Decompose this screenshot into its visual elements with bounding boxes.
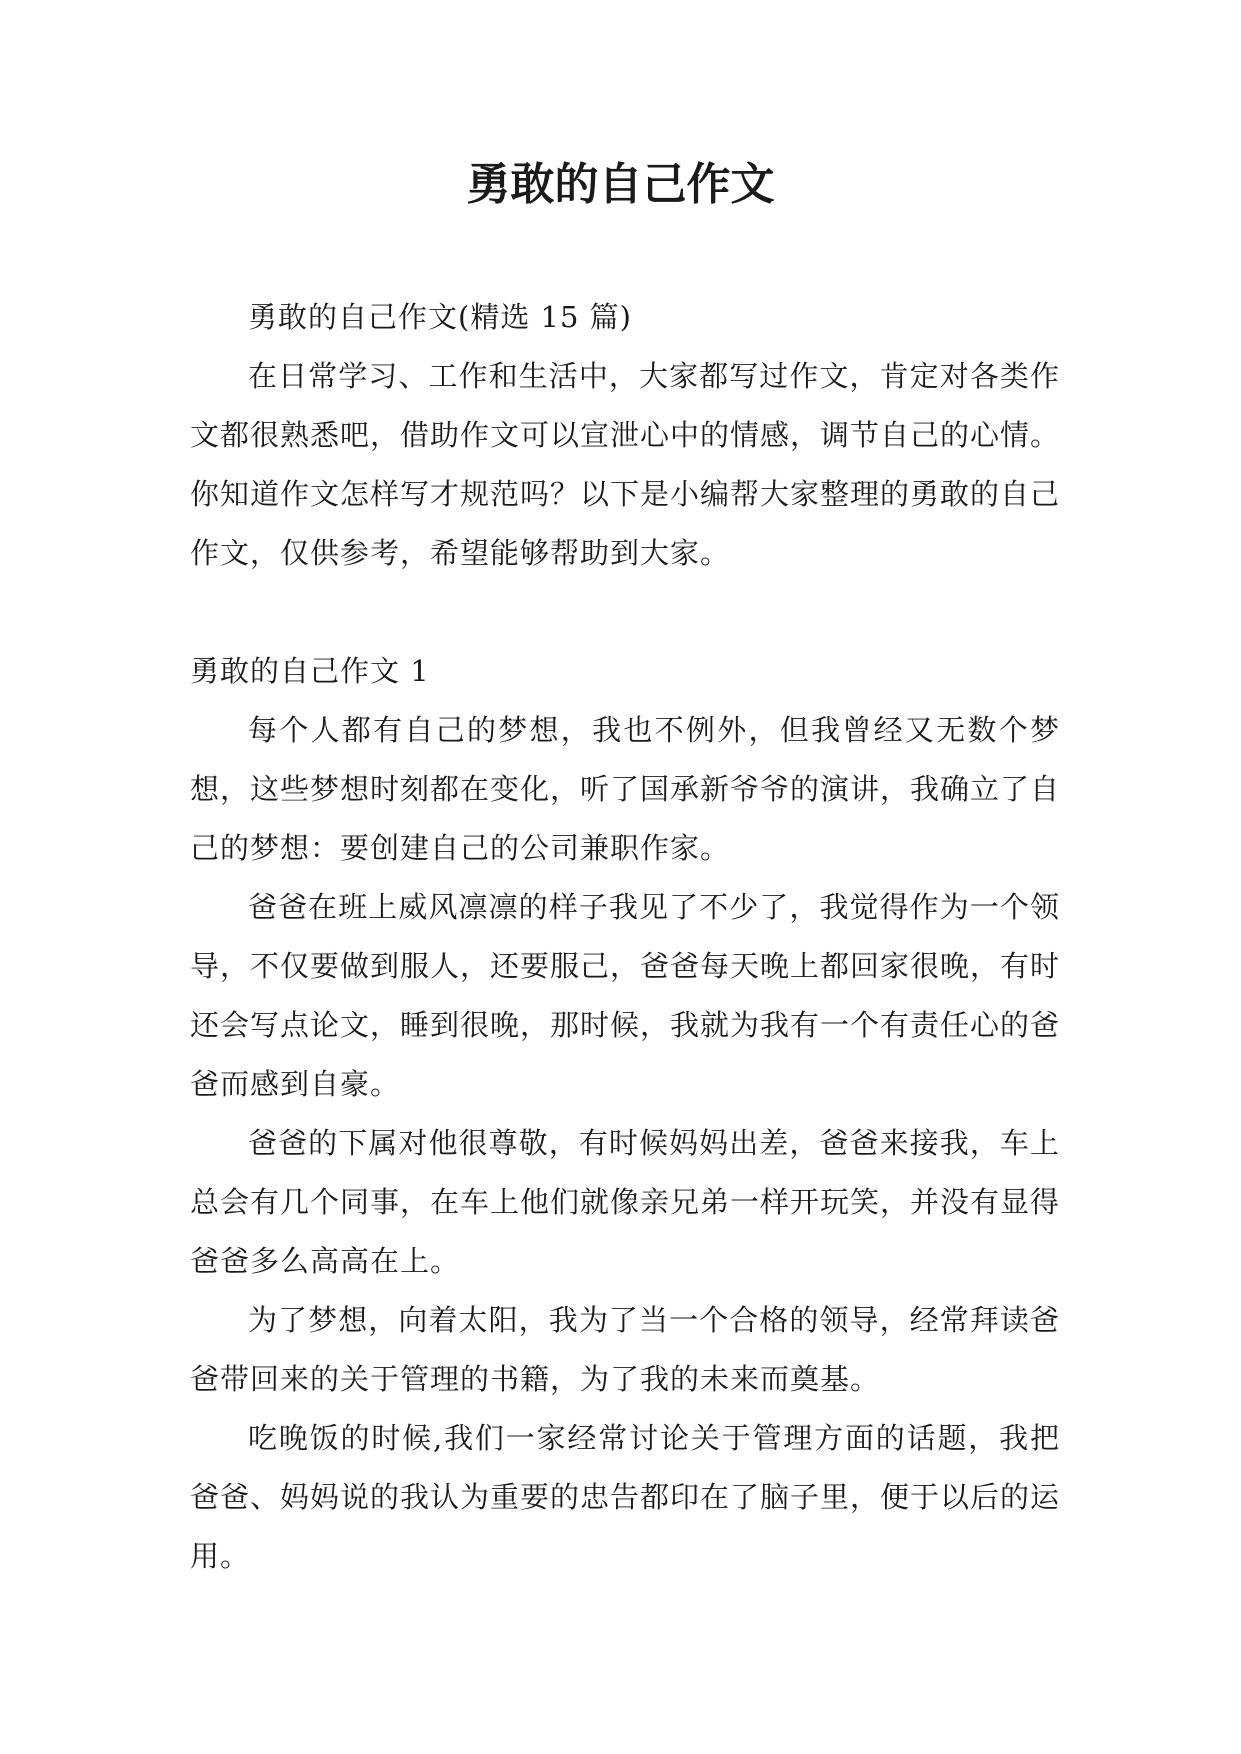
intro-paragraph: 在日常学习、工作和生活中，大家都写过作文，肯定对各类作文都很熟悉吧，借助作文可以宣泄心中的情感，调节自己的心情。你知道作文怎样写才规范吗？以下是小编帮大家整理的勇敢的自己作文，仅供参考，希望能够帮助到大家。	[190, 359, 1061, 570]
body-paragraph: 吃晚饭的时候,我们一家经常讨论关于管理方面的话题，我把爸爸、妈妈说的我认为重要的忠告都印在了脑子里，便于以后的运用。	[190, 1421, 1061, 1573]
section-spacer	[190, 583, 1060, 642]
document-body	[190, 288, 1060, 1586]
section-heading: 勇敢的自己作文 1	[190, 654, 430, 688]
body-paragraph: 每个人都有自己的梦想，我也不例外，但我曾经又无数个梦想，这些梦想时刻都在变化，听了国承新爷爷的演讲，我确立了自己的梦想：要创建自己的公司兼职作家。	[190, 713, 1061, 865]
document-title: 勇敢的自己作文	[466, 159, 775, 210]
body-paragraph: 爸爸在班上威风凛凛的样子我见了不少了，我觉得作为一个领导，不仅要做到服人，还要服己，爸爸每天晚上都回家很晚，有时还会写点论文，睡到很晚，那时候，我就为我有一个有责任心的爸爸而感到自豪。	[190, 890, 1061, 1101]
body-paragraph: 为了梦想，向着太阳，我为了当一个合格的领导，经常拜读爸爸带回来的关于管理的书籍，为了我的未来而奠基。	[190, 1303, 1060, 1396]
document-subtitle: 勇敢的自己作文(精选 15 篇)	[248, 300, 632, 334]
body-paragraph: 爸爸的下属对他很尊敬，有时候妈妈出差，爸爸来接我，车上总会有几个同事，在车上他们就像亲兄弟一样开玩笑，并没有显得爸爸多么高高在上。	[190, 1126, 1061, 1278]
